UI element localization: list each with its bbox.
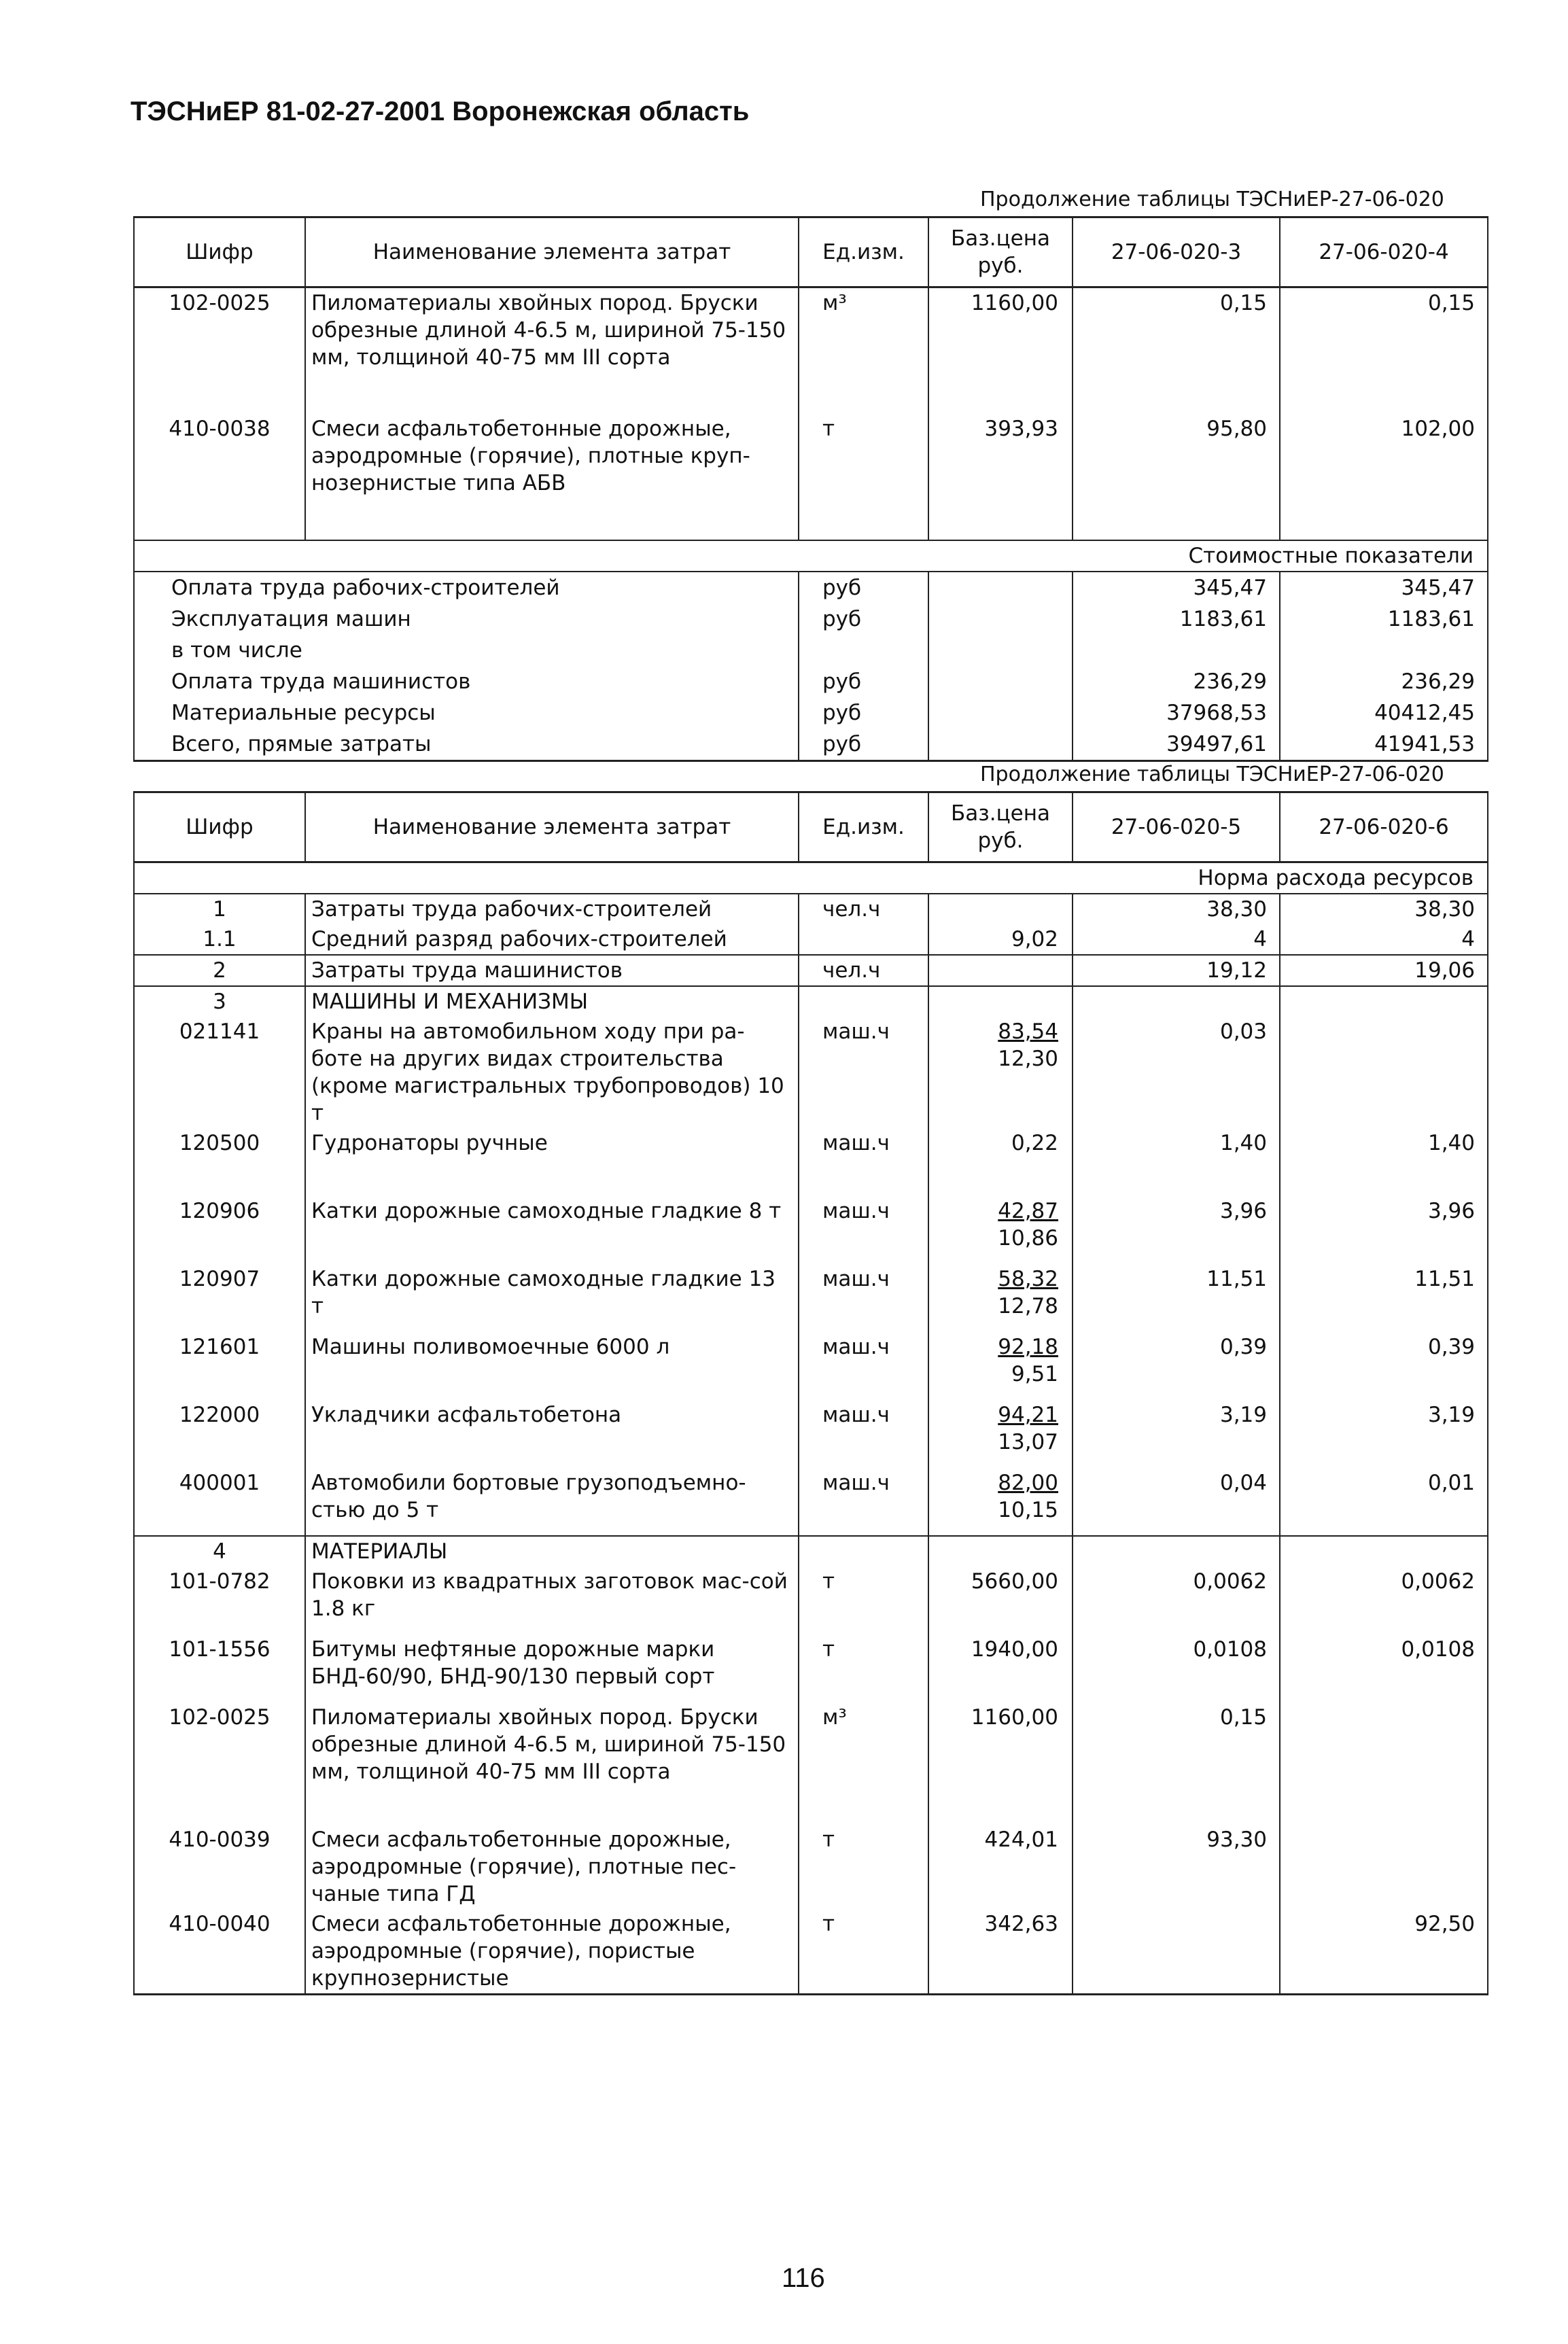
cell-name: Укладчики асфальтобетона bbox=[305, 1400, 799, 1468]
cell-name: Затраты труда машинистов bbox=[305, 955, 799, 986]
cell-name: Пиломатериалы хвойных пород. Бруски обрезные длиной 4-6.5 м, шириной 75-150 мм, толщиной 40-75 мм III сорта bbox=[305, 1702, 799, 1825]
price-total: 82,00 bbox=[998, 1471, 1058, 1495]
cell-value-b: 0,39 bbox=[1280, 1332, 1488, 1400]
summary-name: в том числе bbox=[134, 635, 799, 666]
summary-price bbox=[928, 572, 1073, 604]
summary-value-a bbox=[1073, 635, 1280, 666]
table-row bbox=[134, 1468, 1488, 1536]
cell-price: 1160,00 bbox=[928, 1702, 1073, 1825]
summary-value-b: 236,29 bbox=[1280, 666, 1488, 697]
section-heading-row bbox=[134, 986, 1488, 1017]
section-heading-row bbox=[134, 1536, 1488, 1567]
cell-value-b bbox=[1280, 1702, 1488, 1825]
cell-name: Катки дорожные самоходные гладкие 13 т bbox=[305, 1264, 799, 1332]
cell-code: 120907 bbox=[134, 1264, 305, 1332]
cell-name: Смеси асфальтобетонные дорожные, аэродромные (горячие), плотные пес-чаные типа ГД bbox=[305, 1825, 799, 1909]
table-row bbox=[134, 1634, 1488, 1702]
cell-name: Автомобили бортовые грузоподъемно-стью до 5 т bbox=[305, 1468, 799, 1536]
cell-code: 122000 bbox=[134, 1400, 305, 1468]
page-number: 116 bbox=[782, 2263, 825, 2293]
cell-value-a: 93,30 bbox=[1073, 1825, 1280, 1909]
cell-price bbox=[928, 1264, 1073, 1332]
resource-table-1 bbox=[133, 216, 1488, 762]
summary-row bbox=[134, 729, 1488, 761]
cell-value-a: 0,04 bbox=[1073, 1468, 1280, 1536]
cell-code: 1.1 bbox=[134, 924, 305, 955]
cell-value-b: 11,51 bbox=[1280, 1264, 1488, 1332]
column-header-name: Наименование элемента затрат bbox=[305, 217, 799, 287]
table-row bbox=[134, 1017, 1488, 1128]
cell-value-a bbox=[1073, 986, 1280, 1017]
cell-price bbox=[928, 986, 1073, 1017]
cell-price: 9,02 bbox=[928, 924, 1073, 955]
cell-price bbox=[928, 894, 1073, 924]
price-total: 58,32 bbox=[998, 1267, 1058, 1291]
cell-name: Краны на автомобильном ходу при ра-боте на других видах строительства (кроме магистральных трубопроводов) 10 т bbox=[305, 1017, 799, 1128]
cell-value-b bbox=[1280, 1825, 1488, 1909]
column-header-price: Баз.цена руб. bbox=[928, 217, 1073, 287]
cell-value-a: 0,03 bbox=[1073, 1017, 1280, 1128]
cell-value-b: 3,96 bbox=[1280, 1196, 1488, 1264]
summary-value-a: 1183,61 bbox=[1073, 604, 1280, 635]
summary-unit: руб bbox=[799, 697, 928, 729]
summary-value-b bbox=[1280, 635, 1488, 666]
cell-value-b: 19,06 bbox=[1280, 955, 1488, 986]
cell-code: 410-0039 bbox=[134, 1825, 305, 1909]
cell-price: 1160,00 bbox=[928, 287, 1073, 414]
cell-unit: т bbox=[799, 1909, 928, 1995]
summary-value-a: 345,47 bbox=[1073, 572, 1280, 604]
table-row bbox=[134, 1332, 1488, 1400]
cell-unit: чел.ч bbox=[799, 894, 928, 924]
price-total: 42,87 bbox=[998, 1199, 1058, 1223]
price-wages: 13,07 bbox=[998, 1430, 1058, 1454]
summary-price bbox=[928, 666, 1073, 697]
cell-code: 120906 bbox=[134, 1196, 305, 1264]
table-row bbox=[134, 1909, 1488, 1995]
table2-continuation-caption: Продолжение таблицы ТЭСНиЕР-27-06-020 bbox=[980, 763, 1444, 786]
cell-name: Средний разряд рабочих-строителей bbox=[305, 924, 799, 955]
price-wages: 10,86 bbox=[998, 1226, 1058, 1250]
table-row bbox=[134, 1567, 1488, 1634]
price-wages: 12,78 bbox=[998, 1294, 1058, 1318]
cell-unit: маш.ч bbox=[799, 1017, 928, 1128]
table-row bbox=[134, 1264, 1488, 1332]
cell-value-b: 4 bbox=[1280, 924, 1488, 955]
price-wages: 9,51 bbox=[1011, 1362, 1058, 1386]
cell-value-b: 102,00 bbox=[1280, 414, 1488, 540]
summary-name: Материальные ресурсы bbox=[134, 697, 799, 729]
cell-unit: маш.ч bbox=[799, 1332, 928, 1400]
page-title: ТЭСНиЕР 81-02-27-2001 Воронежская область bbox=[130, 97, 750, 126]
cell-unit: маш.ч bbox=[799, 1196, 928, 1264]
cell-value-a: 19,12 bbox=[1073, 955, 1280, 986]
cell-value-a: 0,39 bbox=[1073, 1332, 1280, 1400]
cell-value-b bbox=[1280, 1536, 1488, 1567]
summary-unit bbox=[799, 635, 928, 666]
cell-value-b: 1,40 bbox=[1280, 1128, 1488, 1196]
band-row bbox=[134, 862, 1488, 894]
cell-name: Катки дорожные самоходные гладкие 8 т bbox=[305, 1196, 799, 1264]
table-row bbox=[134, 1196, 1488, 1264]
summary-value-b: 1183,61 bbox=[1280, 604, 1488, 635]
table-row bbox=[134, 1702, 1488, 1825]
summary-unit: руб bbox=[799, 666, 928, 697]
cell-price bbox=[928, 1536, 1073, 1567]
cell-value-a bbox=[1073, 1536, 1280, 1567]
summary-value-a: 37968,53 bbox=[1073, 697, 1280, 729]
summary-price bbox=[928, 604, 1073, 635]
table-row bbox=[134, 414, 1488, 540]
cell-code: 4 bbox=[134, 1536, 305, 1567]
cell-unit: м³ bbox=[799, 1702, 928, 1825]
column-header-code: Шифр bbox=[134, 217, 305, 287]
cell-code: 102-0025 bbox=[134, 1702, 305, 1825]
column-header-code: Шифр bbox=[134, 792, 305, 862]
column-header-unit: Ед.изм. bbox=[799, 792, 928, 862]
cell-price: 424,01 bbox=[928, 1825, 1073, 1909]
cell-value-a: 0,0108 bbox=[1073, 1634, 1280, 1702]
column-header-27-06-020-5: 27-06-020-5 bbox=[1073, 792, 1280, 862]
cell-unit: т bbox=[799, 1825, 928, 1909]
cell-name: Поковки из квадратных заготовок мас-сой 1.8 кг bbox=[305, 1567, 799, 1634]
summary-row bbox=[134, 604, 1488, 635]
cell-unit bbox=[799, 986, 928, 1017]
cell-price bbox=[928, 1017, 1073, 1128]
cell-code: 410-0040 bbox=[134, 1909, 305, 1995]
cell-price: 0,22 bbox=[928, 1128, 1073, 1196]
cell-name: Пиломатериалы хвойных пород. Бруски обрезные длиной 4-6.5 м, шириной 75-150 мм, толщиной 40-75 мм III сорта bbox=[305, 287, 799, 414]
cell-unit: маш.ч bbox=[799, 1400, 928, 1468]
cell-name: Гудронаторы ручные bbox=[305, 1128, 799, 1196]
summary-value-b: 345,47 bbox=[1280, 572, 1488, 604]
table-row bbox=[134, 1400, 1488, 1468]
cell-code: 2 bbox=[134, 955, 305, 986]
price-total: 94,21 bbox=[998, 1403, 1058, 1427]
summary-value-b: 40412,45 bbox=[1280, 697, 1488, 729]
cell-price: 1940,00 bbox=[928, 1634, 1073, 1702]
cell-price: 393,93 bbox=[928, 414, 1073, 540]
price-total: 92,18 bbox=[998, 1335, 1058, 1359]
summary-unit: руб bbox=[799, 729, 928, 761]
cell-price bbox=[928, 1400, 1073, 1468]
cell-price bbox=[928, 1332, 1073, 1400]
cell-name: Затраты труда рабочих-строителей bbox=[305, 894, 799, 924]
summary-price bbox=[928, 697, 1073, 729]
cell-value-a: 3,96 bbox=[1073, 1196, 1280, 1264]
column-header-price: Баз.цена руб. bbox=[928, 792, 1073, 862]
summary-unit: руб bbox=[799, 604, 928, 635]
cell-unit: чел.ч bbox=[799, 955, 928, 986]
cell-unit: т bbox=[799, 1634, 928, 1702]
summary-row bbox=[134, 635, 1488, 666]
summary-value-a: 236,29 bbox=[1073, 666, 1280, 697]
cell-unit bbox=[799, 924, 928, 955]
cell-value-a: 38,30 bbox=[1073, 894, 1280, 924]
section-heading: МАШИНЫ И МЕХАНИЗМЫ bbox=[305, 986, 799, 1017]
cell-unit: м³ bbox=[799, 287, 928, 414]
table-row bbox=[134, 1825, 1488, 1909]
summary-price bbox=[928, 635, 1073, 666]
cell-value-b: 3,19 bbox=[1280, 1400, 1488, 1468]
cell-unit bbox=[799, 1536, 928, 1567]
cell-value-a: 95,80 bbox=[1073, 414, 1280, 540]
table-row bbox=[134, 894, 1488, 924]
cell-unit: т bbox=[799, 1567, 928, 1634]
cell-name: Битумы нефтяные дорожные марки БНД-60/90, БНД-90/130 первый сорт bbox=[305, 1634, 799, 1702]
cell-value-b bbox=[1280, 1017, 1488, 1128]
summary-name: Всего, прямые затраты bbox=[134, 729, 799, 761]
cell-unit: маш.ч bbox=[799, 1264, 928, 1332]
cell-value-b bbox=[1280, 986, 1488, 1017]
table-row bbox=[134, 955, 1488, 986]
summary-value-b: 41941,53 bbox=[1280, 729, 1488, 761]
band-row bbox=[134, 540, 1488, 572]
resource-table-2 bbox=[133, 791, 1488, 1995]
cell-code: 400001 bbox=[134, 1468, 305, 1536]
cell-value-a: 1,40 bbox=[1073, 1128, 1280, 1196]
cell-unit: маш.ч bbox=[799, 1468, 928, 1536]
summary-row bbox=[134, 666, 1488, 697]
column-header-name: Наименование элемента затрат bbox=[305, 792, 799, 862]
cell-value-a: 4 bbox=[1073, 924, 1280, 955]
cell-value-a: 3,19 bbox=[1073, 1400, 1280, 1468]
summary-name: Оплата труда рабочих-строителей bbox=[134, 572, 799, 604]
cell-code: 1 bbox=[134, 894, 305, 924]
column-header-unit: Ед.изм. bbox=[799, 217, 928, 287]
section-heading: МАТЕРИАЛЫ bbox=[305, 1536, 799, 1567]
column-header-27-06-020-6: 27-06-020-6 bbox=[1280, 792, 1488, 862]
cell-value-a: 0,15 bbox=[1073, 287, 1280, 414]
cell-value-a: 0,0062 bbox=[1073, 1567, 1280, 1634]
cell-price bbox=[928, 1196, 1073, 1264]
cost-indicators-band: Стоимостные показатели bbox=[134, 540, 1488, 572]
cell-price: 5660,00 bbox=[928, 1567, 1073, 1634]
cell-name: Смеси асфальтобетонные дорожные, аэродромные (горячие), плотные круп-нозернистые типа АБВ bbox=[305, 414, 799, 540]
cell-code: 410-0038 bbox=[134, 414, 305, 540]
cell-code: 102-0025 bbox=[134, 287, 305, 414]
cell-value-b: 0,0062 bbox=[1280, 1567, 1488, 1634]
cell-name: Машины поливомоечные 6000 л bbox=[305, 1332, 799, 1400]
cell-unit: маш.ч bbox=[799, 1128, 928, 1196]
price-wages: 12,30 bbox=[998, 1047, 1058, 1071]
summary-name: Оплата труда машинистов bbox=[134, 666, 799, 697]
column-header-27-06-020-4: 27-06-020-4 bbox=[1280, 217, 1488, 287]
cell-value-b: 38,30 bbox=[1280, 894, 1488, 924]
price-wages: 10,15 bbox=[998, 1498, 1058, 1522]
cell-code: 021141 bbox=[134, 1017, 305, 1128]
cell-value-a: 0,15 bbox=[1073, 1702, 1280, 1825]
cell-code: 101-1556 bbox=[134, 1634, 305, 1702]
table-row bbox=[134, 1128, 1488, 1196]
summary-unit: руб bbox=[799, 572, 928, 604]
cell-value-b: 92,50 bbox=[1280, 1909, 1488, 1995]
summary-value-a: 39497,61 bbox=[1073, 729, 1280, 761]
cell-unit: т bbox=[799, 414, 928, 540]
cell-name: Смеси асфальтобетонные дорожные, аэродромные (горячие), пористые крупнозернистые bbox=[305, 1909, 799, 1995]
summary-price bbox=[928, 729, 1073, 761]
table1-continuation-caption: Продолжение таблицы ТЭСНиЕР-27-06-020 bbox=[980, 188, 1444, 211]
cell-price bbox=[928, 955, 1073, 986]
cell-value-b: 0,0108 bbox=[1280, 1634, 1488, 1702]
cell-price: 342,63 bbox=[928, 1909, 1073, 1995]
summary-row bbox=[134, 572, 1488, 604]
cell-price bbox=[928, 1468, 1073, 1536]
summary-name: Эксплуатация машин bbox=[134, 604, 799, 635]
cell-code: 101-0782 bbox=[134, 1567, 305, 1634]
cell-code: 121601 bbox=[134, 1332, 305, 1400]
cell-value-a bbox=[1073, 1909, 1280, 1995]
cell-value-a: 11,51 bbox=[1073, 1264, 1280, 1332]
price-total: 83,54 bbox=[998, 1019, 1058, 1044]
resource-norm-band: Норма расхода ресурсов bbox=[134, 862, 1488, 894]
cell-code: 120500 bbox=[134, 1128, 305, 1196]
cell-code: 3 bbox=[134, 986, 305, 1017]
column-header-27-06-020-3: 27-06-020-3 bbox=[1073, 217, 1280, 287]
summary-row bbox=[134, 697, 1488, 729]
table-row bbox=[134, 287, 1488, 414]
cell-value-b: 0,01 bbox=[1280, 1468, 1488, 1536]
cell-value-b: 0,15 bbox=[1280, 287, 1488, 414]
table-row bbox=[134, 924, 1488, 955]
